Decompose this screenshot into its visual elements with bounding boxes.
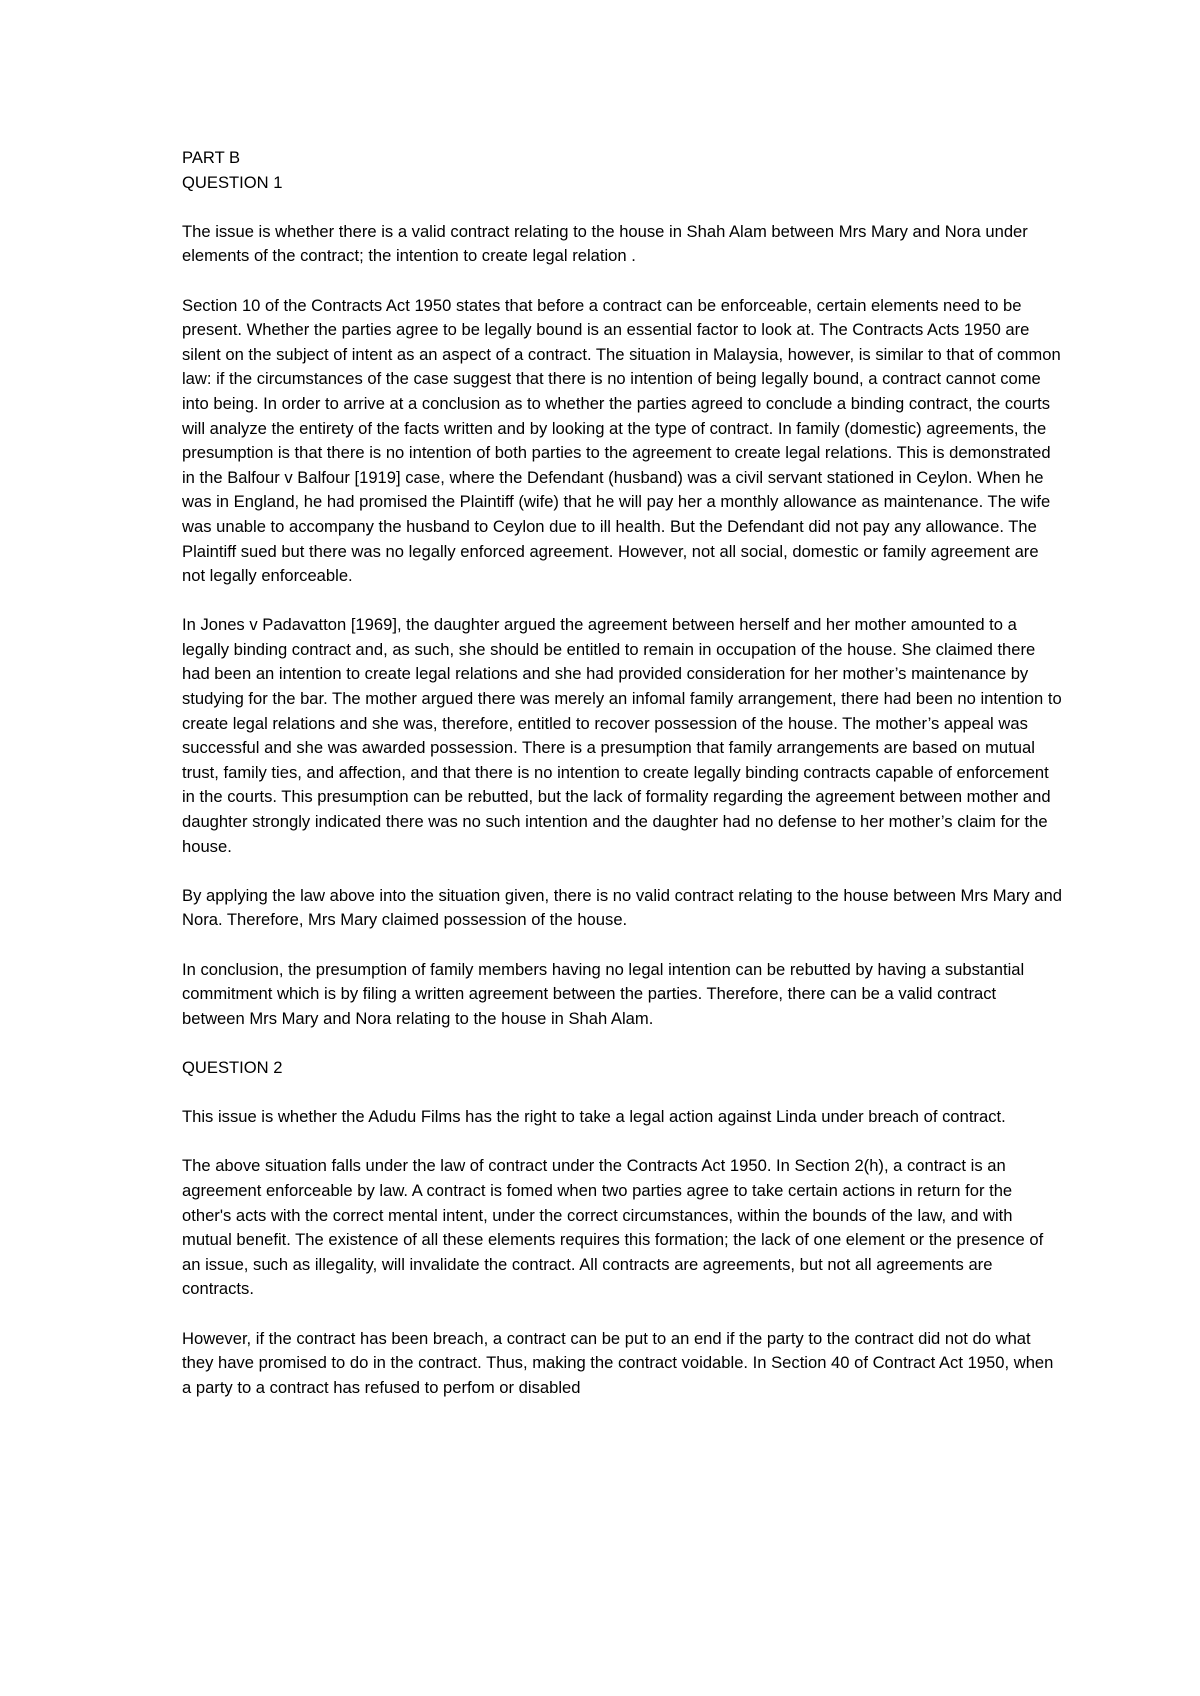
question-1-heading: QUESTION 1 <box>182 172 283 192</box>
q1-application-paragraph: By applying the law above into the situation given, there is no valid contract relating to the house between Mrs Mary and Nora. Therefore, Mrs Mary claimed possession of the house. <box>182 885 1062 930</box>
q1-law-paragraph: Section 10 of the Contracts Act 1950 states that before a contract can be enforceable, certain elements need to be present. Whether the parties agree to be legally bound is an essential factor to look at. The Contracts Acts 1950 are silent on the subject of intent as an aspect of a contract. The situation in Malaysia, however, is similar to that of common law: if the circumstances of the case suggest that there is no intention of being legally bound, a contract cannot come into being. In order to arrive at a conclusion as to whether the parties agreed to conclude a binding contract, the courts will analyze the entirety of the facts written and by looking at the type of contract. In family (domestic) agreements, the presumption is that there is no intention of both parties to the agreement to create legal relations. This is demonstrated in the Balfour v Balfour [1919] case, where the Defendant (husband) was a civil servant stationed in Ceylon. When he was in England, he had promised the Plaintiff (wife) that he will pay her a monthly allowance as maintenance. The wife was unable to accompany the husband to Ceylon due to ill health. But the Defendant did not pay any allowance. The Plaintiff sued but there was no legally enforced agreement. However, not all social, domestic or family agreement are not legally enforceable. <box>182 295 1061 586</box>
q2-law-paragraph: The above situation falls under the law of contract under the Contracts Act 1950. In Section 2(h), a contract is an agreement enforceable by law. A contract is fomed when two parties agree to take certain actions in return for the other's acts with the correct mental intent, under the correct circumstances, within the bounds of the law, and with mutual benefit. The existence of all these elements requires this formation; the lack of one element or the presence of an issue, such as illegality, will invalidate the contract. All contracts are agreements, but not all agreements are contracts. <box>182 1156 1044 1299</box>
q1-case-paragraph: In Jones v Padavatton [1969], the daughter argued the agreement between herself and her mother amounted to a legally binding contract and, as such, she should be entitled to remain in occupation of the house. She claimed there had been an intention to create legal relations and she had provided consideration for her mother’s maintenance by studying for the bar. The mother argued there was merely an infomal family arrangement, there had been no intention to create legal relations and she was, therefore, entitled to recover possession of the house. The mother’s appeal was successful and she was awarded possession. There is a presumption that family arrangements are based on mutual trust, family ties, and affection, and that there is no intention to create legally binding contracts capable of enforcement in the courts. This presumption can be rebutted, but the lack of formality regarding the agreement between mother and daughter strongly indicated there was no such intention and the daughter had no defense to her mother’s claim for the house. <box>182 615 1062 856</box>
spacer <box>182 195 1062 220</box>
q2-issue-paragraph: This issue is whether the Adudu Films has the right to take a legal action against Linda under breach of contract. <box>182 1107 1006 1127</box>
part-heading: PART B <box>182 148 241 167</box>
q1-issue-paragraph: The issue is whether there is a valid contract relating to the house in Shah Alam between Mrs Mary and Nora under elements of the contract; the intention to create legal relation . <box>182 221 1028 266</box>
question-2-heading: QUESTION 2 <box>182 1057 283 1077</box>
q2-breach-paragraph: However, if the contract has been breach, a contract can be put to an end if the party to the contract did not do what they have promised to do in the contract. Thus, making the contract voidable. In Section 40 of Contract Act 1950, when a party to a contract has refused to perfom or disabled <box>182 1328 1054 1397</box>
spacer <box>182 1081 1062 1106</box>
q1-conclusion-paragraph: In conclusion, the presumption of family members having no legal intention can be rebutted by having a substantial commitment which is by filing a written agreement between the parties. Therefore, there can be a valid contract between Mrs Mary and Nora relating to the house in Shah Alam. <box>182 959 1025 1028</box>
document-page <box>182 146 1062 1425</box>
